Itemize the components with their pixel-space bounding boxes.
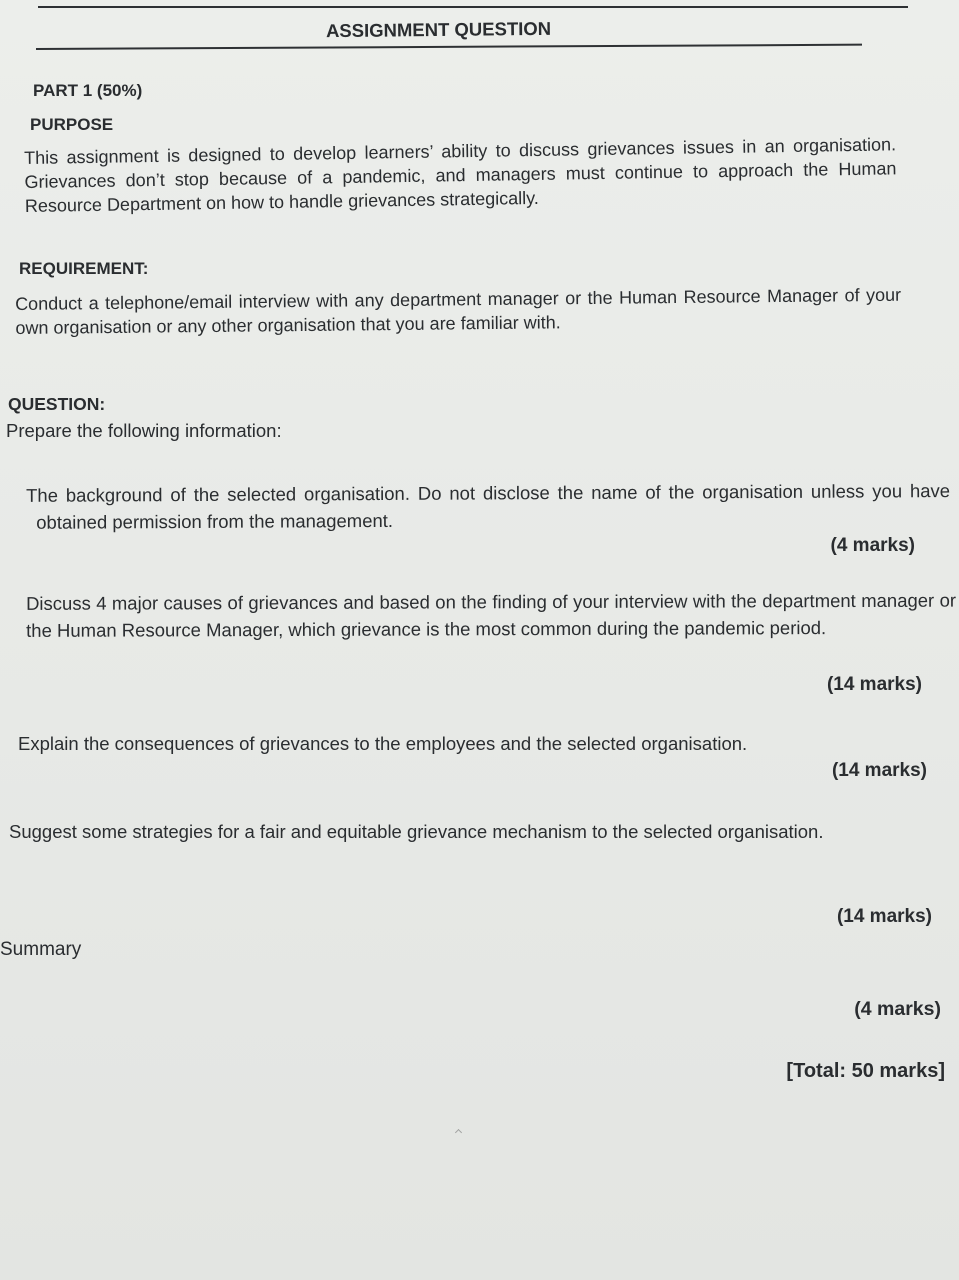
question-item-2 [0, 587, 956, 644]
total-marks: [Total: 50 marks] [786, 1060, 945, 1082]
item-text: Suggest some strategies for a fair and equitable grievance mechanism to the selected organisation. [9, 821, 824, 842]
item-text: Explain the consequences of grievances to the employees and the selected organisation. [18, 733, 748, 754]
requirement-heading: REQUIREMENT: [19, 259, 149, 278]
question-item-4 [9, 817, 931, 846]
item-5-marks: (4 marks) [854, 998, 941, 1020]
item-2-marks: (14 marks) [826, 674, 922, 695]
question-item-1 [0, 477, 950, 536]
item-4-marks: (14 marks) [836, 906, 932, 927]
purpose-heading: PURPOSE [30, 115, 114, 134]
question-item-5 [0, 936, 300, 963]
paper-mark [455, 1129, 462, 1136]
question-intro: Prepare the following information: [6, 420, 282, 441]
title-underline [36, 44, 862, 50]
part-label: PART 1 (50%) [33, 81, 143, 100]
item-1-marks: (4 marks) [830, 535, 915, 556]
page-title: ASSIGNMENT QUESTION [325, 17, 552, 42]
purpose-text: This assignment is designed to develop learners’ ability to discuss grievances issues in an organisation. Grievances don’t stop because of a pandemic, and managers must continue to approach the Human Resource Department on how to handle grievances strategically. [24, 134, 897, 216]
item-3-marks: (14 marks) [831, 760, 927, 781]
question-item-3 [18, 730, 898, 757]
requirement-text: Conduct a telephone/email interview with any department manager or the Human Resource Manager of your own organisation or any other organisation that you are familiar with. [15, 284, 902, 338]
item-text: Summary [0, 939, 82, 960]
question-heading: QUESTION: [8, 394, 106, 414]
item-number [0, 590, 26, 617]
top-rule [38, 0, 908, 8]
item-text: Discuss 4 major causes of grievances and based on the finding of your interview with the department manager or the Human Resource Manager, which grievance is the most common during the pandemic period. [26, 589, 957, 641]
item-number [0, 482, 26, 509]
item-text: The background of the selected organisation. Do not disclose the name of the organisation unless you have obtained permission from the management. [26, 480, 951, 533]
